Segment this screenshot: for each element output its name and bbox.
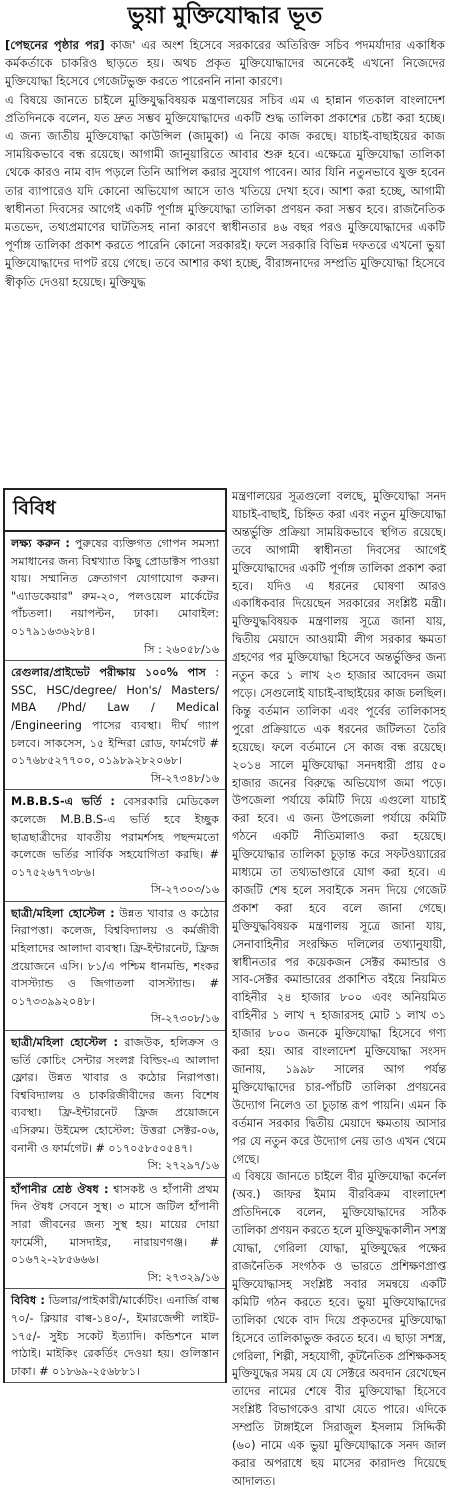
ad-title: ছাত্রী/মহিলা হোস্টেল : bbox=[11, 1036, 118, 1050]
ad-code: সি-২৭৩০৮/১৬ bbox=[150, 1012, 219, 1026]
ad-body: শ্বাসকষ্ট ও হাঁপানী প্রথম দিন ঔষধ সেবনে সুস্থ। ৩ মাসে জটিল হাঁপানী সারা জীবনের জন্য সুস্থ হয়। মায়ের দোয়া ফার্মেসী, মাসদাইর, নারায়ণগঞ্জ। # ০১৬৭২-২৮৫৬৬৬। bbox=[11, 1182, 220, 1267]
classified-ad bbox=[5, 1031, 225, 1178]
classifieds-column bbox=[3, 488, 227, 1378]
classified-ad bbox=[5, 902, 225, 1031]
ad-code: সি-২৭৩৪৮/১৬ bbox=[150, 771, 219, 785]
classified-ad bbox=[5, 532, 225, 661]
lead-paragraph-2: এ বিষয়ে জানতে চাইলে মুক্তিযুদ্ধবিষয়ক মন্ত্রণালয়ের সচিব এম এ হান্নান গতকাল বাংলাদেশ প্রতিদিনকে বলেন, যত দ্রুত সম্ভব মুক্তিযোদ্ধাদের একটি শুদ্ধ তালিকা প্রকাশের চেষ্টা করা হচ্ছে। এ জন্য জাতীয় মুক্তিযোদ্ধা কাউন্সিল (জামুকা) এ নিয়ে কাজ করছে। যাচাই-বাছাইয়ের কাজ সাময়িকভাবে বন্ধ রয়েছে। আগামী জানুয়ারিতে আবার শুরু হবে। এক্ষেত্রে মুক্তিযোদ্ধা তালিকা থেকে কারও নাম বাদ পড়লে তিনি আপিল করার সুযোগ পাবেন। আর যিনি নতুনভাবে যুক্ত হবেন তার ব্যাপারেও যদি কোনো অভিযোগ আসে তাও খতিয়ে দেখা হবে। আশা করা হচ্ছে, আগামী স্বাধীনতা দিবসের আগেই একটি পূর্ণাঙ্গ মুক্তিযোদ্ধা তালিকা প্রণয়ন করা সম্ভব হবে। রাজনৈতিক মতভেদ, তথ্যপ্রমাণের ঘাটতিসহ নানা কারণে স্বাধীনতার ৪৬ বছর পরও মুক্তিযোদ্ধাদের একটি পূর্ণাঙ্গ তালিকা প্রকাশ করতে পারেনি কোনো সরকারই। ফলে সরকারি বিভিন্ন দফতরে এখনো ভুয়া মুক্তিযোদ্ধাদের দাপট রয়ে গেছে। তবে আশার কথা হচ্ছে, বীরাঙ্গনাদের সম্প্রতি মুক্তিযোদ্ধা হিসেবে স্বীকৃতি দেওয়া হয়েছে। মুক্তিযুদ্ধ bbox=[5, 92, 445, 289]
ad-title: লক্ষ্য করুন : bbox=[11, 537, 70, 550]
ad-code: সি-২৭৩০৩/১৬ bbox=[150, 883, 219, 897]
ad-body: বেসরকারি মেডিকেল কলেজে M.B.B.S-এ ভর্তি হবে ইচ্ছুক ছাত্রছাত্রীদের যাবতীয় পরামর্শসহ পছন্দমতো কলেজে ভর্তির সার্বিক সহযোগিতা করছি। # ০১৭৫২৬৭৭৩৮৬। bbox=[11, 795, 219, 879]
ad-code: সি : ২৬০৫৮/১৬ bbox=[144, 642, 219, 656]
ad-body: উন্নত খাবার ও কঠোর নিরাপত্তা। কলেজ, বিশ্ববিদ্যালয় ও কর্মজীবী মহিলাদের আলাদা ব্যবস্থা। ফ্রি-ইন্টারনেট, ফ্রিজ প্রয়োজনে এসি। ৮১/এ পশ্চিম ধানমন্ডি, শংকর বাসস্ট্যান্ড ও জিগাতলা বাসস্ট্যান্ড। # ০১৭৩৩৯৯২০৪৮। bbox=[11, 906, 219, 1008]
classifieds-box bbox=[3, 488, 227, 1383]
lead-article bbox=[5, 36, 445, 291]
article-continuation-column bbox=[232, 488, 446, 1491]
article-paragraph: মন্ত্রণালয়ের সূত্রগুলো বলছে, মুক্তিযোদ্ধা সনদ যাচাই-বাছাই, চিহ্নিত করা এবং নতুন মুক্তিযোদ্ধা অন্তর্ভুক্তি প্রক্রিয়া সাময়িকভাবে স্থগিত রয়েছে। তবে আগামী স্বাধীনতা দিবসের আগেই মুক্তিযোদ্ধাদের একটি পূর্ণাঙ্গ তালিকা প্রকাশ করা হবে। যদিও এ ধরনের ঘোষণা আরও একাধিকবার দিয়েছেন সরকারের সংশ্লিষ্ট মন্ত্রী। মুক্তিযুদ্ধবিষয়ক মন্ত্রণালয় সূত্রে জানা যায়, দ্বিতীয় মেয়াদে আওয়ামী লীগ সরকার ক্ষমতা গ্রহণের পর মুক্তিযোদ্ধা হিসেবে অন্তর্ভুক্তির জন্য নতুন করে ১ লাখ ২৩ হাজার আবেদন জমা পড়ে। সেগুলোই যাচাই-বাছাইয়ের কাজ চলছিল। কিন্তু বর্তমান তালিকা এবং পূর্বের তালিকাসহ পুরো প্রক্রিয়াতে এক ধরনের জটিলতা তৈরি হয়েছে। ফলে বর্তমানে সে কাজ বন্ধ রয়েছে। ২০১৪ সালে মুক্তিযোদ্ধা সনদধারী প্রায় ৫০ হাজার জনের বিরুদ্ধে অভিযোগ জমা পড়ে। উপজেলা পর্যায়ে কমিটি দিয়ে এগুলো যাচাই করা হবে। এ জন্য উপজেলা পর্যায়ে কমিটি গঠনে একটি নীতিমালাও করা হয়েছে। মুক্তিযোদ্ধার তালিকা চূড়ান্ত করে সফটওয়্যারের মাধ্যমে তা তথ্যভাণ্ডারে যোগ করা হবে। এ কাজটি শেষ হলে সবাইকে সনদ দিয়ে গেজেট প্রকাশ করা হবে বলে জানা গেছে। মুক্তিযুদ্ধবিষয়ক মন্ত্রণালয় সূত্রে জানা যায়, সেনাবাহিনীর সংরক্ষিত দলিলের তথ্যানুযায়ী, স্বাধীনতার পর কয়েকজন সেক্টর কমান্ডার ও সাব-সেক্টর কমান্ডারের প্রকাশিত বইয়ে নিয়মিত বাহিনীর ২৪ হাজার ৮০০ এবং অনিয়মিত বাহিনীর ১ লাখ ৭ হাজারসহ মোট ১ লাখ ৩১ হাজার ৮০০ জনকে মুক্তিযোদ্ধা হিসেবে গণ্য করা হয়। আর বাংলাদেশ মুক্তিযোদ্ধা সংসদ জানায়, ১৯৯৮ সালের আগ পর্যন্ত মুক্তিযোদ্ধাদের চার-পাঁচটি তালিকা প্রণয়নের উদ্যোগ নিলেও তা চূড়ান্ত রূপ পায়নি। এমন কি বর্তমান সরকার দ্বিতীয় মেয়াদে ক্ষমতায় আসার পর যে নতুন করে উদ্যোগ নেয় তাও এখন থেমে গেছে। bbox=[232, 490, 446, 1166]
classified-ad bbox=[5, 1178, 225, 1290]
classifieds-header: বিবিধ bbox=[5, 490, 225, 532]
article-paragraph: এ বিষয়ে জানতে চাইলে বীর মুক্তিযোদ্ধা কর্নেল (অব.) জাফর ইমাম বীরবিক্রম বাংলাদেশ প্রতিদিনকে বলেন, মুক্তিযোদ্ধাদের সঠিক তালিকা প্রণয়ন করতে হলে মুক্তিযুদ্ধকালীন সশস্ত্র যোদ্ধা, গেরিলা যোদ্ধা, মুক্তিযুদ্ধের পক্ষের রাজনৈতিক সংগঠক ও ভারতে প্রশিক্ষণপ্রাপ্ত মুক্তিযোদ্ধাসহ সংশ্লিষ্ট সবার সমন্বয়ে একটি কমিটি গঠন করতে হবে। ভুয়া মুক্তিযোদ্ধাদের তালিকা থেকে বাদ দিয়ে প্রকৃতদের মুক্তিযোদ্ধা হিসেবে তালিকাভুক্ত করতে হবে। এ ছাড়া সশস্ত্র, গেরিলা, শিল্পী, সহযোগী, কূটনৈতিক প্রশিক্ষকসহ মুক্তিযুদ্ধের সময় যে যে সেক্টরে অবদান রেখেছেন তাদের নামের শেষে বীর মুক্তিযোদ্ধা হিসেবে সংশ্লিষ্ট বিভাগকেও রাখা যেতে পারে। এদিকে সম্প্রতি টাঙ্গাইলে সিরাজুল ইসলাম সিদ্দিকী (৬০) নামে এক ভুয়া মুক্তিযোদ্ধাকে সনদ জাল করার অপরাধে ছয় মাসের কারাদণ্ড দিয়েছে আদালত। bbox=[232, 1170, 446, 1488]
ad-body: : SSC, HSC/degree/ Hon's/ Masters/ MBA /Phd/ Law / Medical /Engineering পাসের ব্যবস্থা। দীর্ঘ গ্যাপ চলবে। সাকসেস, ১৫ ইন্দিরা রোড, ফার্মগেট # ০১৭৬৮৫২৭৭০০, ০১৯৮৯২৮২০৬৮। bbox=[11, 666, 219, 768]
ad-body: রাজউক, হলিক্রস ও ভর্তি কোচিং সেন্টার সংলগ্ন বিল্ডিং-এ আলাদা ফ্লোর। উন্নত খাবার ও কঠোর নিরাপত্তা। বিশ্ববিদ্যালয় ও চাকরিজীবীদের জন্য বিশেষ ব্যবস্থা। ফ্রি-ইন্টারনেট ফ্রিজ প্রয়োজনে এসিরুম। উইমেন্স হোস্টেল: উত্তরা সেক্টর-০৬, বনানী ও ফার্মগেট। # ০১৭০৫৮৫০৫৪৭। bbox=[11, 1036, 220, 1155]
ad-code: সি: ২৭২৯৭/১৬ bbox=[147, 1159, 219, 1173]
ad-code: সি: ২৭৩২৯/১৬ bbox=[147, 1270, 219, 1284]
ad-title: ছাত্রী/মহিলা হোস্টেল : bbox=[11, 906, 115, 920]
ad-body: ডিলার/পাইকারী/মার্কেটিং। এনার্জি বাল্ব ৭০/- ক্লিয়ার বাল্ব-১৪০/-, ইমারজেন্সী লাইট- ১৭৫/- সুইচ সকেট ইত্যাদি। কন্ডিশনে মাল পাঠাই। মাইকিং রেকর্ডিং দেওয়া হয়। গুলিস্তান ঢাকা। # ০১৮৬৯-২৫৬৮৮১। bbox=[11, 1294, 220, 1378]
ad-title: হাঁপানীর শ্রেষ্ঠ ঔষধ : bbox=[11, 1182, 109, 1196]
classified-ad bbox=[5, 790, 225, 902]
lead-paragraph-1: [পেছনের পৃষ্ঠার পর] কাজ' এর অংশ হিসেবে সরকারের অতিরিক্ত সচিব পদমর্যাদার একাধিক কর্মকর্তাকে চাকরিও ছাড়তে হয়। অথচ প্রকৃত মুক্তিযোদ্ধাদের অনেকেই এখনো নিজেদের মুক্তিযোদ্ধা হিসেবে গেজেটভুক্ত করতে পারেননি নানা কারণে। bbox=[5, 38, 445, 89]
ad-title: রেগুলার/প্রাইভেট পরীক্ষায় ১০০% পাস bbox=[11, 666, 206, 680]
ad-title: বিবিধ : bbox=[11, 1294, 45, 1308]
headline: ভুয়া মুক্তিযোদ্ধার ভূত bbox=[127, 3, 323, 29]
classified-ad bbox=[5, 1289, 225, 1383]
ad-title: M.B.B.S-এ ভর্তি : bbox=[11, 795, 115, 809]
classified-ad bbox=[5, 661, 225, 790]
ad-body: পুরুষের ব্যক্তিগত গোপন সমস্যা সমাধানের জন্য বিশ্বখ্যাত কিছু প্রোডাক্টস পাওয়া যায়। সম্মানিত ক্রেতাগণ যোগাযোগ করুন। "এ্যাডকেয়ার" রুম-২০, পলওয়েল মার্কেটের পাঁচতলা। নয়াপল্টন, ঢাকা। মোবাইল: ০১৭৯১৬৩৬২৮৪। bbox=[11, 537, 219, 638]
continuation-tag: [পেছনের পৃষ্ঠার পর] bbox=[5, 38, 105, 52]
